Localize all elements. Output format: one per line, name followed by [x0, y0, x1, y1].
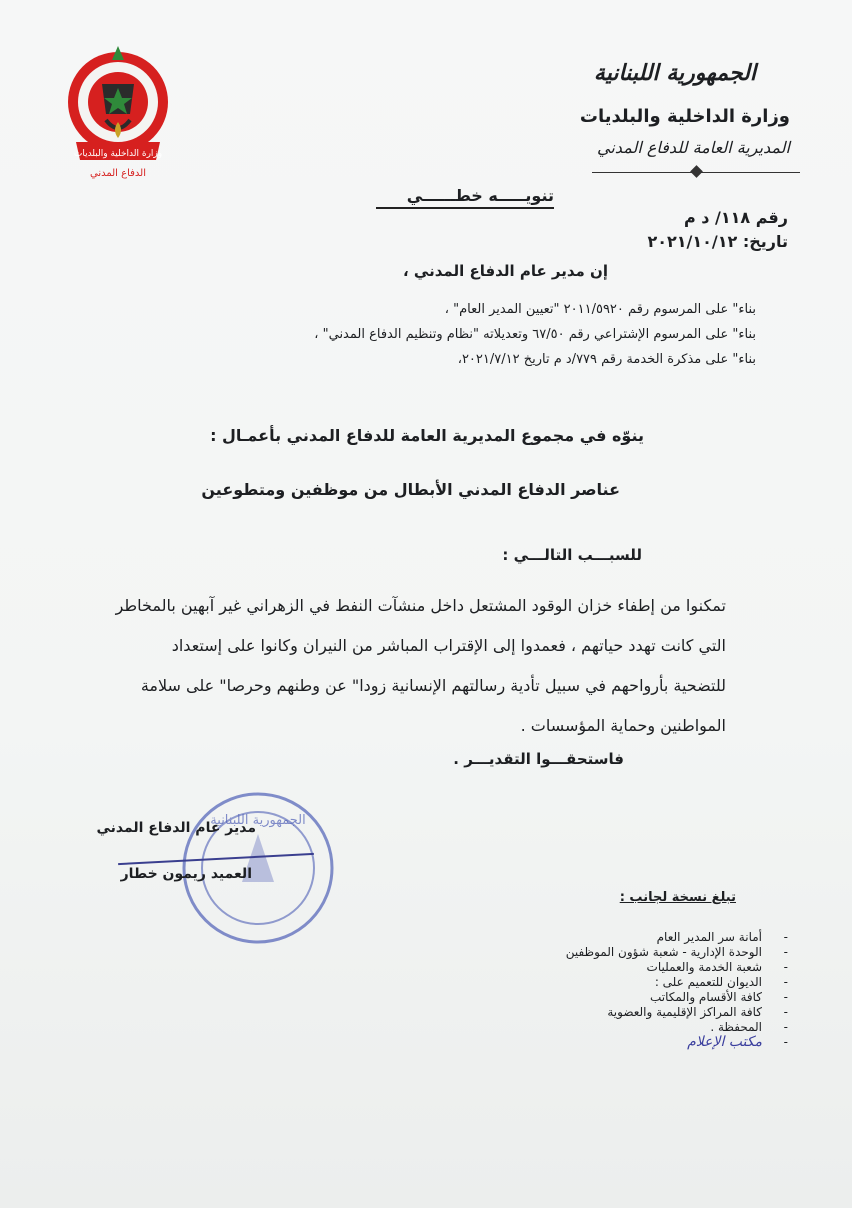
copies-list: [565, 930, 788, 1050]
svg-text:الجمهورية اللبنانية: الجمهورية اللبنانية: [210, 813, 306, 828]
svg-text:وزارة الداخلية والبلديات: وزارة الداخلية والبلديات: [73, 149, 163, 159]
document-title: تنويـــــه خطــــــي: [406, 186, 554, 205]
list-item: - كافة الأقسام والمكاتب: [649, 990, 788, 1004]
list-item: - شعبة الخدمة والعمليات: [646, 960, 788, 974]
directorate-title: المديرية العامة للدفاع المدني: [597, 138, 790, 157]
civil-defense-emblem-icon: [62, 44, 174, 184]
body-line: للتضحية بأرواحهم في سبيل تأدية رسالتهم الإنسانية زودا" عن وطنهم وحرصا" على سلامة: [140, 676, 726, 695]
body-line: المواطنين وحماية المؤسسات .: [520, 716, 726, 735]
reference-number: رقم ١١٨/ د م: [683, 208, 788, 227]
reference-date: تاريخ: ٢٠٢١/١٠/١٢: [647, 232, 788, 251]
copies-heading: تبلغ نسخة لجانب :: [619, 890, 736, 905]
body-line: التي كانت تهدد حياتهم ، فعمدوا إلى الإقتراب المباشر من النيران وكانوا على إستعداد: [171, 636, 726, 655]
announcement: ينوّه في مجموع المديرية العامة للدفاع المدني بأعمـال :: [210, 426, 644, 445]
republic-title: الجمهورية اللبنانية: [593, 60, 756, 86]
list-item: - المحفظة .: [710, 1020, 788, 1034]
list-item: - الوحدة الإدارية - شعبة شؤون الموظفين: [565, 945, 788, 959]
list-item: - الديوان للتعميم على :: [654, 975, 788, 989]
reason-heading: للسبـــب التالـــي :: [502, 546, 642, 564]
signature-name: العميد ريمون خطار: [120, 866, 252, 882]
signature-title: مدير عام الدفاع المدني: [96, 820, 256, 836]
ministry-title: وزارة الداخلية والبلديات: [579, 106, 790, 127]
logo-text: الدفاع المدني: [89, 168, 147, 179]
basis-line: بناء" على المرسوم رقم ٢٠١١/٥٩٢٠ "تعيين المدير العام" ،: [444, 302, 756, 317]
closing-line: فاستحقـــوا التقديـــر .: [453, 750, 624, 768]
basis-line: بناء" على مذكرة الخدمة رقم ٧٧٩/د م تاريخ ٢٠٢١/٧/١٢،: [457, 352, 756, 367]
subject-line: عناصر الدفاع المدني الأبطال من موظفين ومتطوعين: [201, 480, 620, 499]
addressee-line: إن مدير عام الدفاع المدني ،: [403, 262, 608, 280]
list-item: - أمانة سر المدير العام: [656, 930, 788, 944]
list-item: - مكتب الإعلام: [687, 1034, 788, 1050]
title-underline: [376, 207, 554, 209]
list-item: - كافة المراكز الإقليمية والعضوية: [607, 1005, 788, 1019]
body-line: تمكنوا من إطفاء خزان الوقود المشتعل داخل منشآت النفط في الزهراني غير آبهين بالمخاطر: [115, 596, 726, 615]
basis-line: بناء" على المرسوم الإشتراعي رقم ٦٧/٥٠ وتعديلاته "نظام وتنظيم الدفاع المدني" ،: [314, 327, 756, 342]
